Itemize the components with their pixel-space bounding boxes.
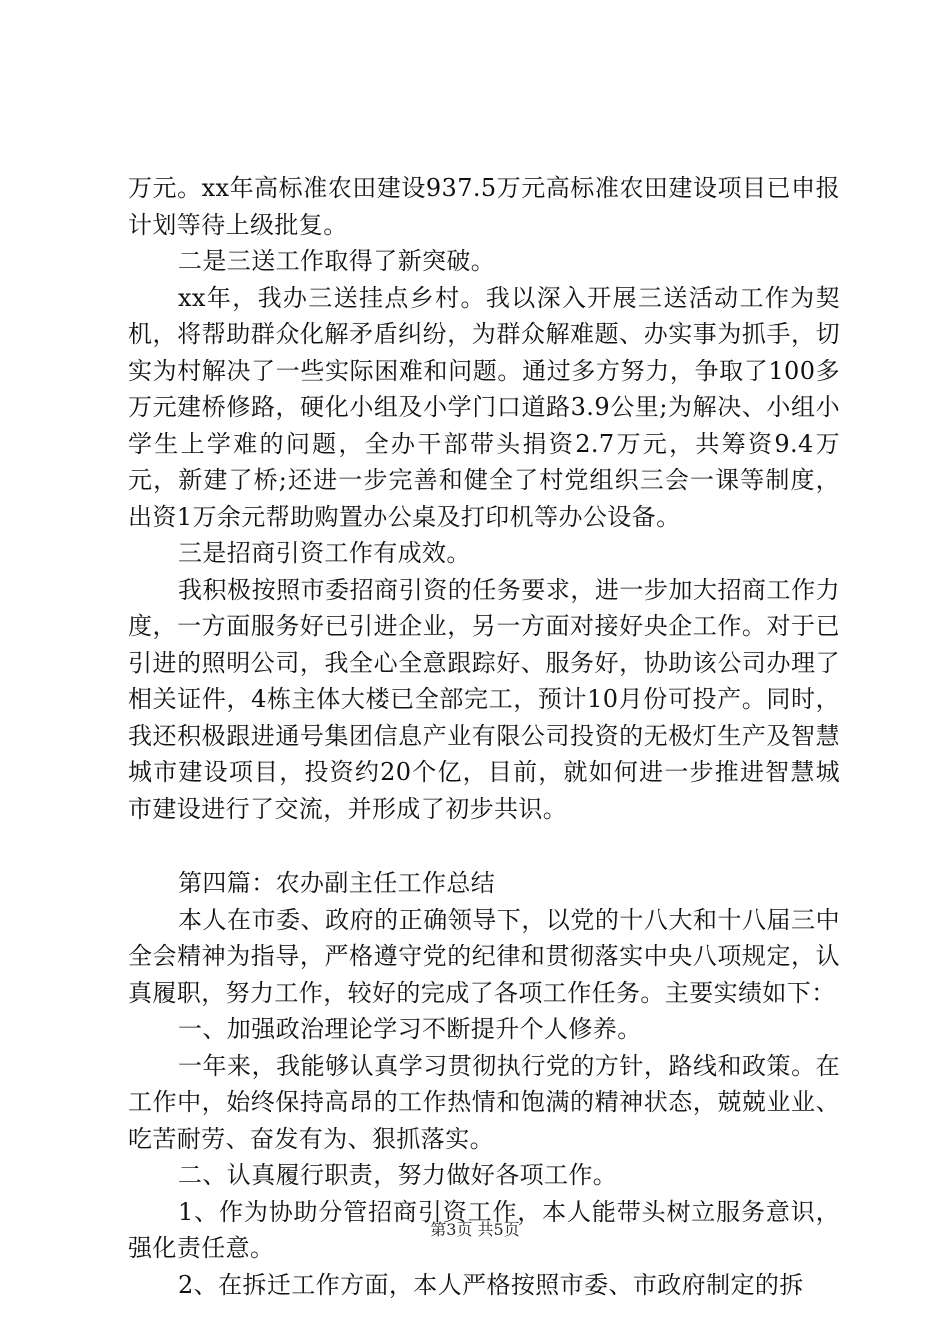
paragraph: 本人在市委、政府的正确领导下，以党的十八大和十八届三中全会精神为指导，严格遵守党的纪律和贯彻落实中央八项规定，认真履职，努力工作，较好的完成了各项工作任务。主要实绩如下： bbox=[128, 905, 840, 1007]
paragraph-heading: 一、加强政治理论学习不断提升个人修养。 bbox=[178, 1015, 642, 1043]
paragraph: 2、在拆迁工作方面，本人严格按照市委、市政府制定的拆 bbox=[178, 1270, 804, 1299]
section-title: 第四篇：农办副主任工作总结 bbox=[178, 869, 496, 897]
section-gap bbox=[128, 827, 840, 865]
document-body bbox=[128, 170, 840, 1303]
paragraph: 万元。xx年高标准农田建设937.5万元高标准农田建设项目已申报计划等待上级批复。 bbox=[128, 174, 840, 239]
paragraph: 一年来，我能够认真学习贯彻执行党的方针，路线和政策。在工作中，始终保持高昂的工作热情和饱满的精神状态，兢兢业业、吃苦耐劳、奋发有为、狠抓落实。 bbox=[128, 1051, 840, 1153]
paragraph-heading: 三是招商引资工作有成效。 bbox=[178, 539, 471, 567]
paragraph: 1、作为协助分管招商引资工作，本人能带头树立服务意识，强化责任意。 bbox=[128, 1197, 840, 1262]
paragraph: 我积极按照市委招商引资的任务要求，进一步加大招商工作力度，一方面服务好已引进企业，另一方面对接好央企工作。对于已引进的照明公司，我全心全意跟踪好、服务好，协助该公司办理了相关证件，4栋主体大楼已全部完工，预计10月份可投产。同时，我还积极跟进通号集团信息产业有限公司投资的无极灯生产及智慧城市建设项目，投资约20个亿，目前，就如何进一步推进智慧城市建设进行了交流，并形成了初步共识。 bbox=[128, 575, 840, 823]
paragraph-heading: 二是三送工作取得了新突破。 bbox=[178, 247, 496, 275]
paragraph: xx年，我办三送挂点乡村。我以深入开展三送活动工作为契机，将帮助群众化解矛盾纠纷，为群众解难题、办实事为抓手，切实为村解决了一些实际困难和问题。通过多方努力，争取了100多万元建桥修路，硬化小组及小学门口道路3.9公里;为解决、小组小学生上学难的问题，全办干部带头捐资2.7万元，共筹资9.4万元，新建了桥;还进一步完善和健全了村党组织三会一课等制度，出资1万余元帮助购置办公桌及打印机等办公设备。 bbox=[128, 283, 840, 531]
page-footer: 第3页 共5页 bbox=[430, 1220, 520, 1239]
paragraph-heading: 二、认真履行职责，努力做好各项工作。 bbox=[178, 1161, 618, 1189]
